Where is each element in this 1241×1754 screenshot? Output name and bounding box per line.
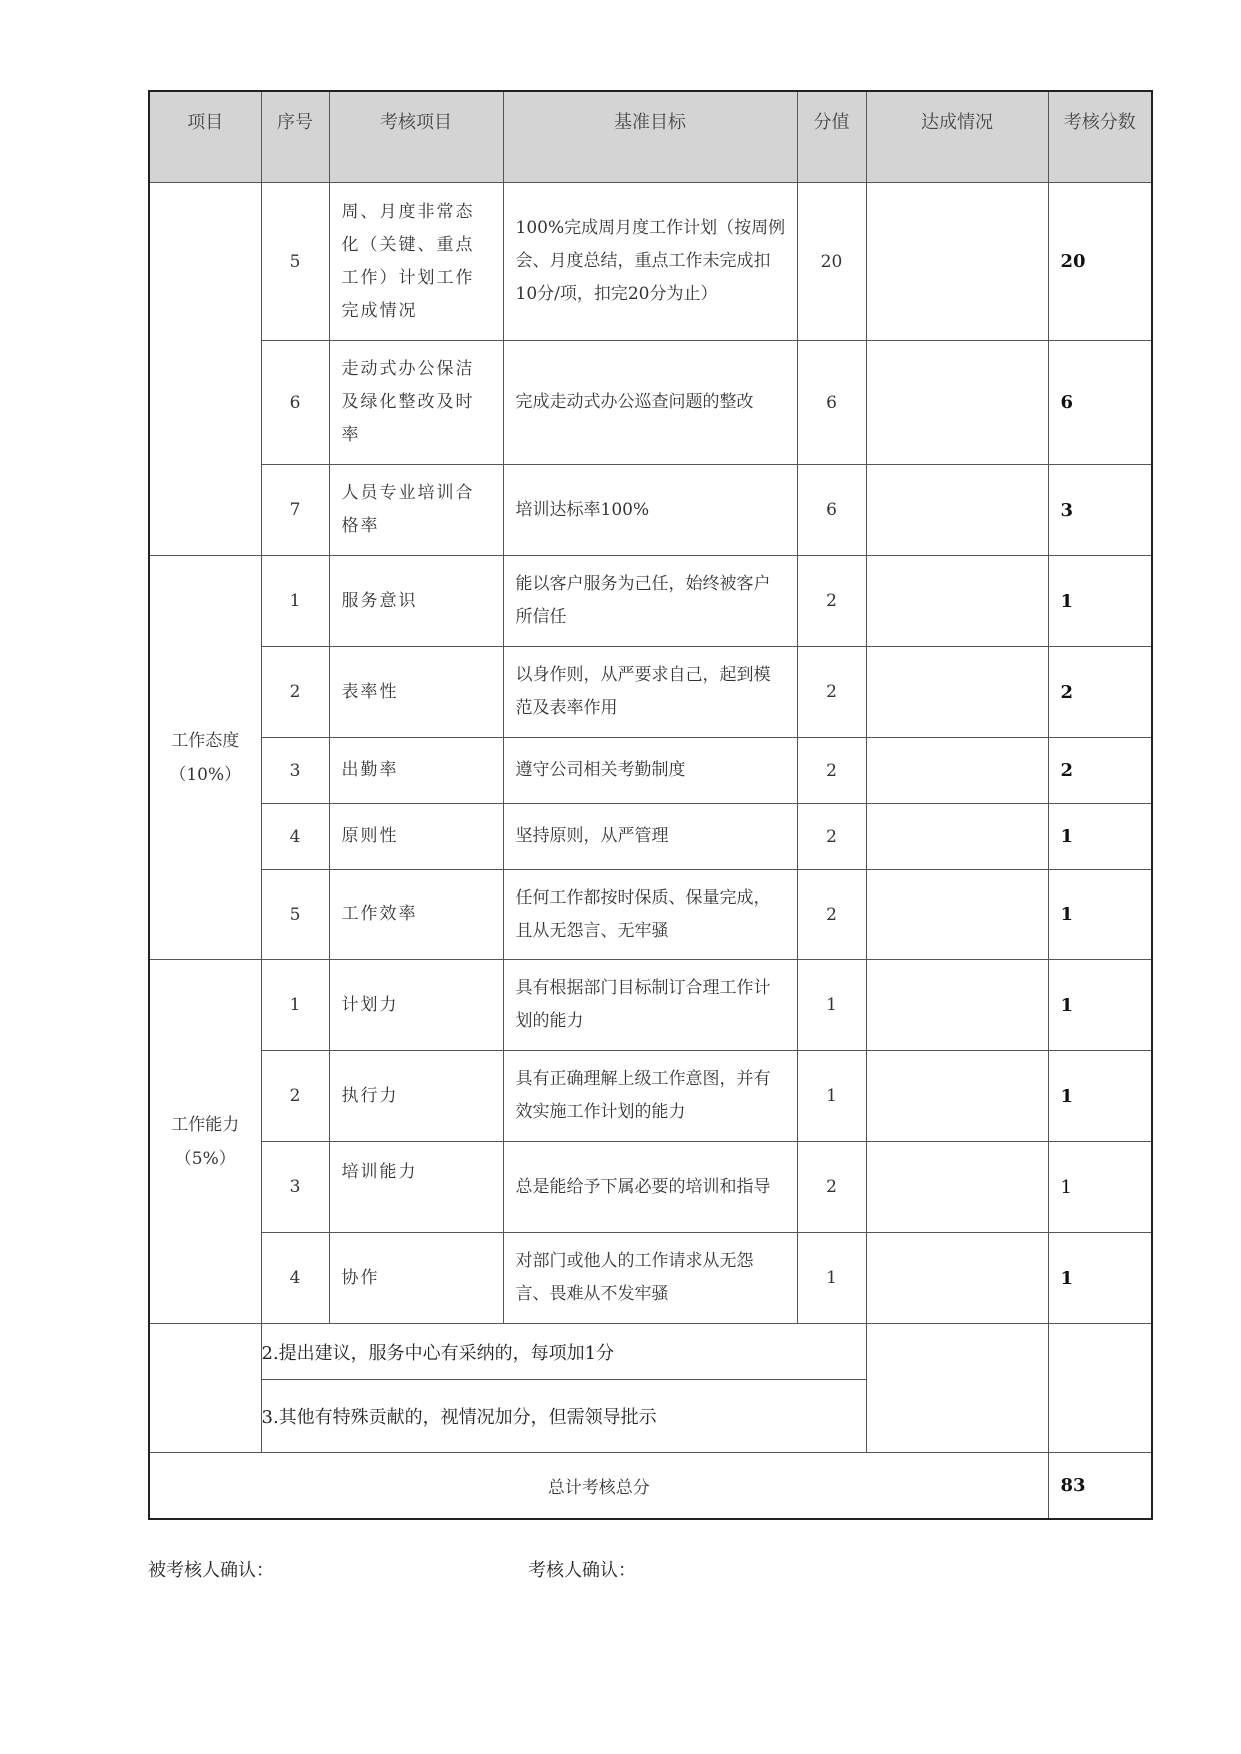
table-row [149, 465, 1152, 556]
row-score: 1 [1048, 870, 1152, 960]
row-value: 2 [797, 1142, 866, 1233]
row-achieved [866, 465, 1048, 556]
row-item: 表率性 [329, 647, 503, 738]
table-row [149, 804, 1152, 870]
row-target: 坚持原则，从严管理 [503, 804, 797, 870]
bonus-score-blank [1048, 1324, 1152, 1453]
row-achieved [866, 1233, 1048, 1324]
row-number: 4 [261, 1233, 329, 1324]
table-row [149, 1142, 1152, 1233]
header-score: 考核分数 [1048, 91, 1152, 183]
row-item: 协作 [329, 1233, 503, 1324]
row-value: 1 [797, 1051, 866, 1142]
row-number: 2 [261, 647, 329, 738]
row-target: 任何工作都按时保质、保量完成，且从无怨言、无牢骚 [503, 870, 797, 960]
bonus-row [149, 1324, 1152, 1380]
row-achieved [866, 341, 1048, 465]
row-number: 6 [261, 341, 329, 465]
total-score: 83 [1048, 1453, 1152, 1519]
row-value: 1 [797, 1233, 866, 1324]
header-category: 项目 [149, 91, 261, 183]
table-row [149, 1051, 1152, 1142]
table-row [149, 556, 1152, 647]
row-score: 1 [1048, 804, 1152, 870]
row-score: 2 [1048, 738, 1152, 804]
row-number: 5 [261, 870, 329, 960]
row-score: 1 [1048, 960, 1152, 1051]
row-value: 6 [797, 341, 866, 465]
category-name: 工作态度 [171, 730, 240, 751]
row-number: 5 [261, 183, 329, 341]
row-score: 1 [1048, 1142, 1152, 1233]
category-cell-attitude [149, 556, 261, 960]
row-score: 20 [1048, 183, 1152, 341]
assessee-confirmation: 被考核人确认： [148, 1560, 274, 1581]
table-row [149, 1233, 1152, 1324]
assessment-table [148, 90, 1153, 1520]
row-item: 周、月度非常态化（关键、重点工作）计划工作完成情况 [329, 183, 503, 341]
assessor-confirmation: 考核人确认： [528, 1560, 636, 1581]
table-row [149, 870, 1152, 960]
row-value: 2 [797, 647, 866, 738]
row-target: 具有根据部门目标制订合理工作计划的能力 [503, 960, 797, 1051]
row-item: 原则性 [329, 804, 503, 870]
header-row [149, 91, 1152, 183]
row-value: 6 [797, 465, 866, 556]
row-value: 2 [797, 804, 866, 870]
category-cell-blank [149, 183, 261, 556]
row-achieved [866, 960, 1048, 1051]
header-achieved: 达成情况 [866, 91, 1048, 183]
row-score: 1 [1048, 556, 1152, 647]
bonus-line: 3.其他有特殊贡献的，视情况加分，但需领导批示 [261, 1380, 866, 1453]
header-number: 序号 [261, 91, 329, 183]
row-target: 总是能给予下属必要的培训和指导 [503, 1142, 797, 1233]
row-score: 1 [1048, 1233, 1152, 1324]
row-target: 遵守公司相关考勤制度 [503, 738, 797, 804]
row-value: 2 [797, 556, 866, 647]
row-score: 3 [1048, 465, 1152, 556]
row-item: 计划力 [329, 960, 503, 1051]
table-row [149, 341, 1152, 465]
row-achieved [866, 804, 1048, 870]
table-row [149, 647, 1152, 738]
total-label: 总计考核总分 [149, 1453, 1048, 1519]
row-achieved [866, 738, 1048, 804]
row-number: 3 [261, 738, 329, 804]
row-item: 执行力 [329, 1051, 503, 1142]
bonus-line: 2.提出建议，服务中心有采纳的，每项加1分 [261, 1324, 866, 1380]
row-value: 20 [797, 183, 866, 341]
row-achieved [866, 556, 1048, 647]
row-achieved [866, 1142, 1048, 1233]
table-row [149, 960, 1152, 1051]
row-achieved [866, 647, 1048, 738]
row-achieved [866, 1051, 1048, 1142]
category-weight: （10%） [169, 764, 242, 785]
row-achieved [866, 870, 1048, 960]
row-target: 对部门或他人的工作请求从无怨言、畏难从不发牢骚 [503, 1233, 797, 1324]
row-item: 走动式办公保洁及绿化整改及时率 [329, 341, 503, 465]
row-number: 1 [261, 960, 329, 1051]
bonus-category-blank [149, 1324, 261, 1453]
header-target: 基准目标 [503, 91, 797, 183]
row-number: 1 [261, 556, 329, 647]
row-target: 具有正确理解上级工作意图，并有效实施工作计划的能力 [503, 1051, 797, 1142]
table-row [149, 183, 1152, 341]
row-item: 工作效率 [329, 870, 503, 960]
header-value: 分值 [797, 91, 866, 183]
row-achieved [866, 183, 1048, 341]
row-target: 100%完成周月度工作计划（按周例会、月度总结，重点工作未完成扣10分/项，扣完20分为止） [503, 183, 797, 341]
row-item: 培训能力 [329, 1142, 503, 1233]
row-number: 2 [261, 1051, 329, 1142]
row-item: 出勤率 [329, 738, 503, 804]
row-item: 服务意识 [329, 556, 503, 647]
category-cell-ability [149, 960, 261, 1324]
row-target: 完成走动式办公巡查问题的整改 [503, 341, 797, 465]
row-target: 能以客户服务为己任，始终被客户所信任 [503, 556, 797, 647]
row-number: 3 [261, 1142, 329, 1233]
row-value: 2 [797, 870, 866, 960]
row-score: 1 [1048, 1051, 1152, 1142]
bonus-achieved-blank [866, 1324, 1048, 1453]
row-number: 7 [261, 465, 329, 556]
row-value: 2 [797, 738, 866, 804]
row-score: 6 [1048, 341, 1152, 465]
category-name: 工作能力 [171, 1114, 240, 1135]
row-score: 2 [1048, 647, 1152, 738]
row-target: 以身作则，从严要求自己，起到模范及表率作用 [503, 647, 797, 738]
category-weight: （5%） [174, 1148, 236, 1169]
header-item: 考核项目 [329, 91, 503, 183]
table-row [149, 738, 1152, 804]
row-item: 人员专业培训合格率 [329, 465, 503, 556]
total-row [149, 1453, 1152, 1519]
row-value: 1 [797, 960, 866, 1051]
row-target: 培训达标率100% [503, 465, 797, 556]
row-number: 4 [261, 804, 329, 870]
